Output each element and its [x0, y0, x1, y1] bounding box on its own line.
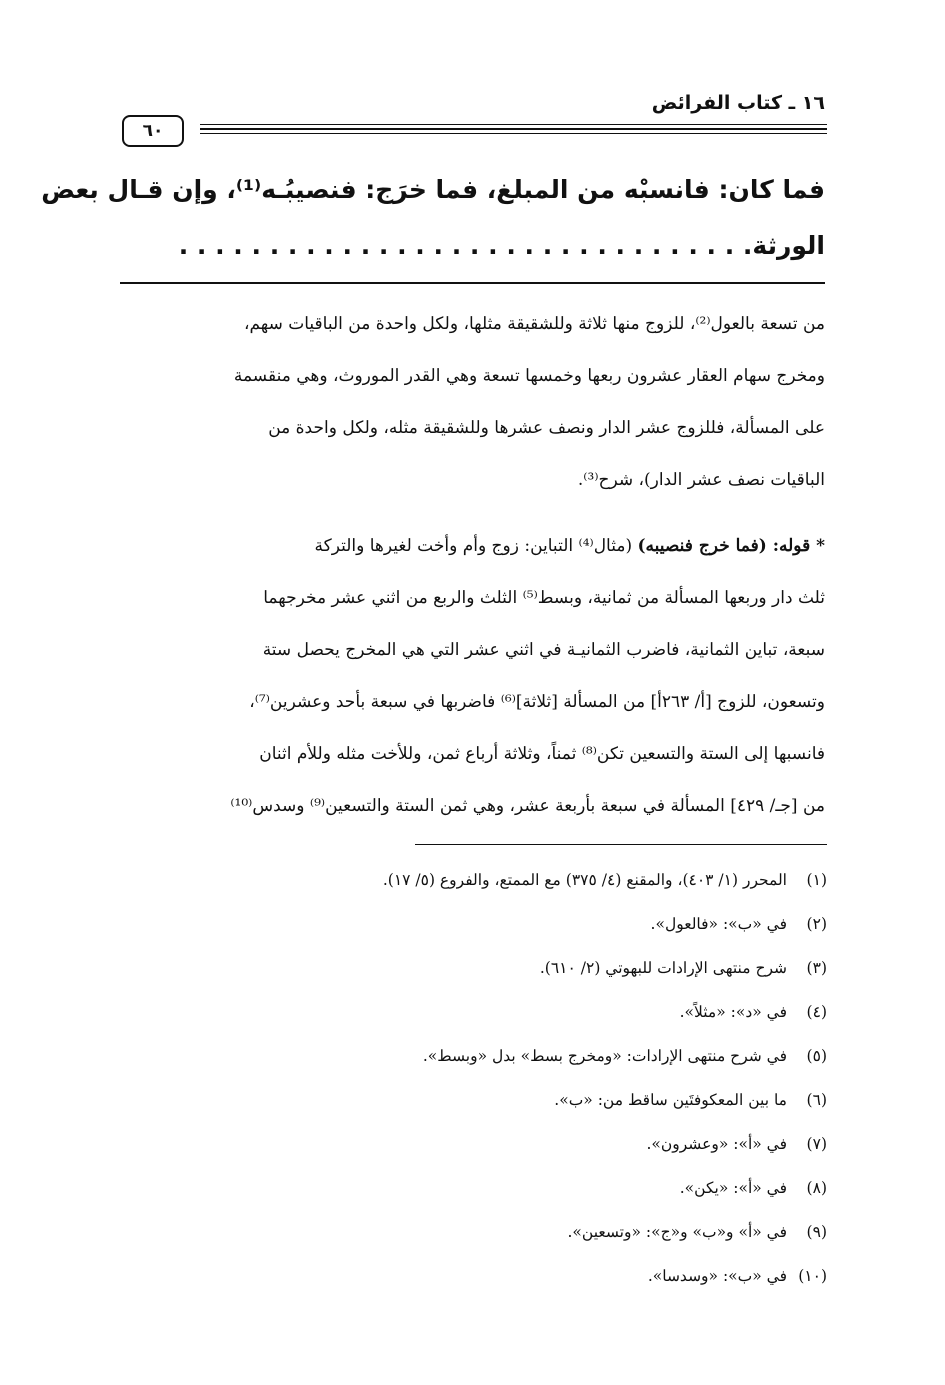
footnote-item	[122, 1078, 827, 1122]
commentary-text	[120, 298, 825, 832]
footnote-number: (٨)	[806, 1179, 827, 1197]
footnotes-list	[122, 858, 827, 1298]
qawluh-lead: * قوله: (فما خرج فنصيبه)	[637, 536, 825, 556]
footnote-text: ما بين المعكوفتَين ساقط من: «ب».	[554, 1091, 787, 1109]
footnote-text: في «أ» و«ب» و«ج»: «وتسعين».	[567, 1223, 787, 1241]
matn-line: فما كان: فانسبْه من المبلغ، فما خرَج: فنصيبُـه⁽¹⁾، وإن قـال بعض	[41, 175, 825, 204]
header-rule	[200, 133, 827, 134]
footnote-text: في شرح منتهى الإرادات: «ومخرج بسط» بدل «وبسط».	[422, 1047, 787, 1065]
footnote-text: في «ب»: «فالعول».	[650, 915, 787, 933]
running-title: ١٦ ـ كتاب الفرائض	[651, 92, 825, 114]
footnote-text: المحرر (١/ ٤٠٣)، والمقنع (٤/ ٣٧٥) مع الممتع، والفروع (٥/ ١٧).	[382, 871, 787, 889]
footnote-item	[122, 1122, 827, 1166]
paragraph-gap	[120, 506, 825, 520]
commentary-line: الباقيات نصف عشر الدار)، شرح⁽³⁾.	[577, 470, 825, 490]
footnote-item	[122, 858, 827, 902]
footnote-item	[122, 990, 827, 1034]
footnote-separator	[415, 844, 827, 845]
footnote-text: في «أ»: «يكن».	[679, 1179, 787, 1197]
footnote-number: (٦)	[806, 1091, 827, 1109]
commentary-line: ومخرج سهام العقار عشرون ربعها وخمسها تسعة وهي القدر الموروث، وهي منقسمة	[233, 366, 825, 386]
commentary-line: ثلث دار وربعها المسألة من ثمانية، وبسط⁽⁵⁾ الثلث والربع من اثني عشر مخرجهما	[263, 588, 825, 608]
matn-text	[41, 162, 825, 274]
footnote-number: (٢)	[806, 915, 827, 933]
footnote-number: (١٠)	[798, 1267, 827, 1285]
footnote-text: في «أ»: «وعشرون».	[646, 1135, 787, 1153]
footnote-number: (٤)	[806, 1003, 827, 1021]
footnote-item	[122, 1254, 827, 1298]
footnote-number: (٩)	[806, 1223, 827, 1241]
commentary-line: فانسبها إلى الستة والتسعين تكن⁽⁸⁾ ثمناً، وثلاثة أرباع ثمن، وللأخت مثله وللأم اثنان	[259, 744, 825, 764]
footnote-number: (٥)	[806, 1047, 827, 1065]
commentary-line-rest: (مثال⁽⁴⁾ التباين: زوج وأم وأخت لغيرها والتركة	[314, 536, 638, 556]
commentary-line: سبعة، تباين الثمانية، فاضرب الثمانيـة في اثني عشر التي هي المخرج يحصل ستة	[262, 640, 825, 660]
page-number: ٦٠	[122, 115, 184, 147]
footnote-number: (١)	[806, 871, 827, 889]
footnote-item	[122, 1210, 827, 1254]
commentary-line: وتسعون، للزوج [أ/ ٢٦٣أ] من المسألة [ثلاثة]⁽⁶⁾ فاضربها في سبعة بأحد وعشرين⁽⁷⁾،	[249, 692, 825, 712]
matn-line: الورثة. . . . . . . . . . . . . . . . . . . . . . . . . . . . . . . .	[178, 231, 825, 260]
footnote-text: شرح منتهى الإرادات للبهوتي (٢/ ٦١٠).	[539, 959, 787, 977]
footnote-text: في «ب»: «وسدسا».	[647, 1267, 787, 1285]
footnote-item	[122, 946, 827, 990]
commentary-line: من تسعة بالعول⁽²⁾، للزوج منها ثلاثة وللشقيقة مثلها، ولكل واحدة من الباقيات سهم،	[243, 314, 825, 334]
commentary-line: على المسألة، فللزوج عشر الدار ونصف عشرها وللشقيقة مثله، ولكل واحدة من	[268, 418, 825, 438]
footnote-number: (٧)	[806, 1135, 827, 1153]
footnote-item	[122, 902, 827, 946]
commentary-line	[120, 520, 825, 572]
header-rule	[200, 124, 827, 125]
matn-separator	[120, 282, 825, 284]
footnote-item	[122, 1166, 827, 1210]
commentary-line: من [جـ/ ٤٢٩] المسألة في سبعة بأربعة عشر، وهي ثمن الستة والتسعين⁽⁹⁾ وسدس⁽¹⁰⁾	[230, 796, 825, 816]
footnote-item	[122, 1034, 827, 1078]
footnote-text: في «د»: «مثلاً».	[679, 1003, 787, 1021]
header-rule	[200, 128, 827, 130]
footnote-number: (٣)	[806, 959, 827, 977]
